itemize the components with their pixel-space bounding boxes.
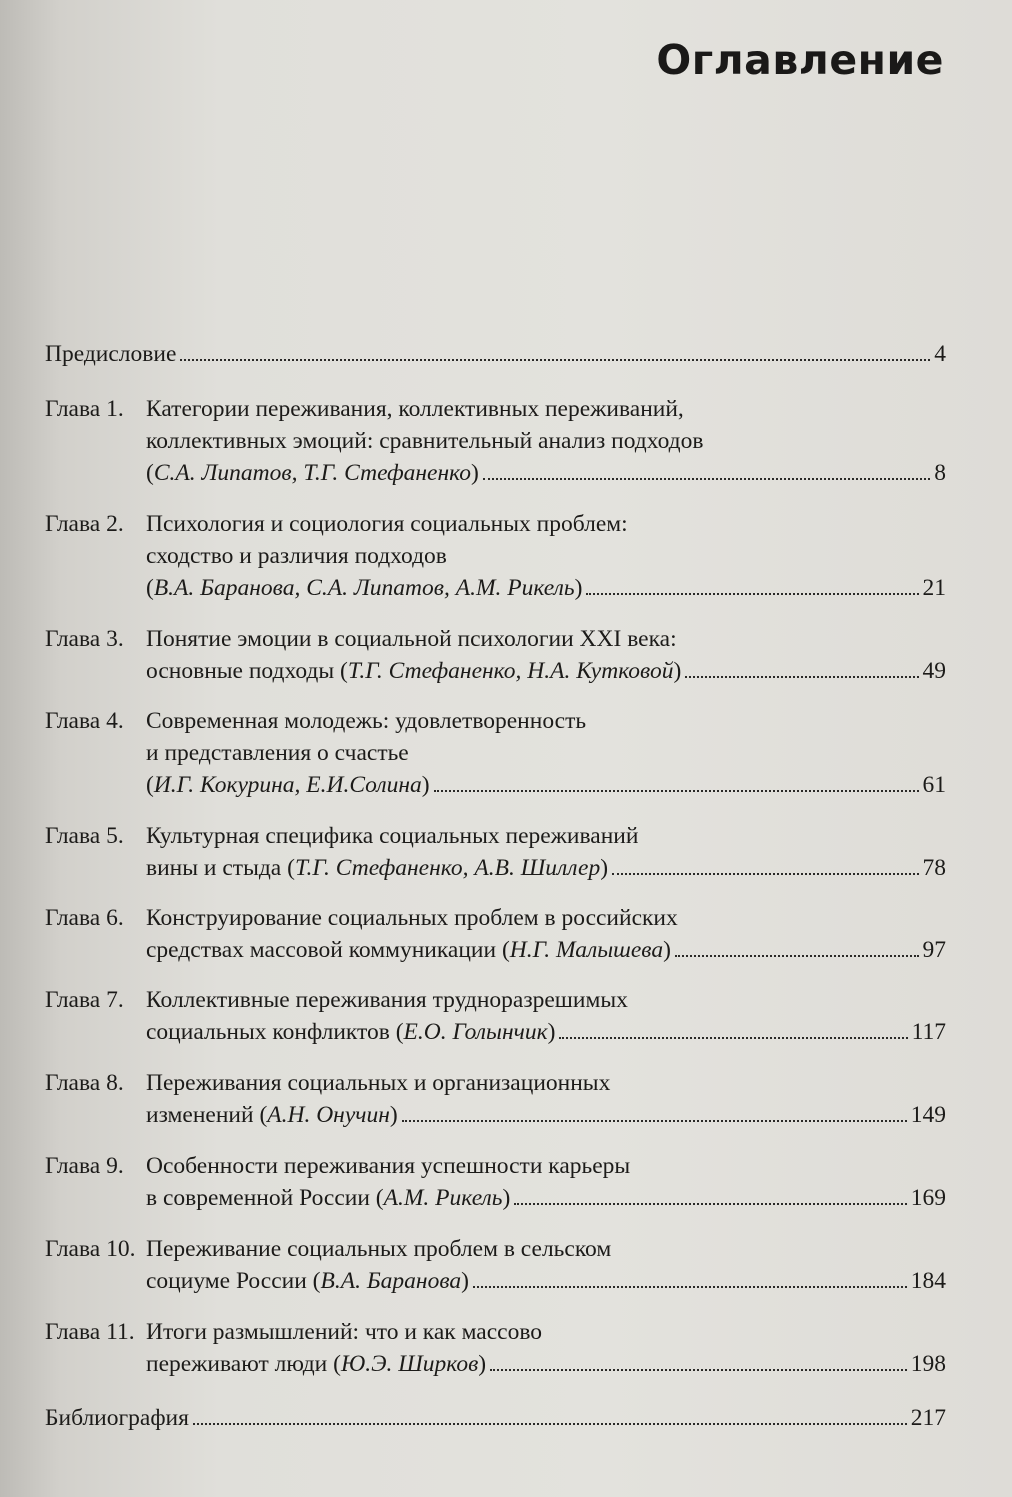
entry-text	[146, 1099, 398, 1131]
toc-line	[0, 540, 1012, 572]
author-names: С.А. Липатов, Т.Г. Стефаненко	[153, 460, 471, 486]
toc-line-last	[0, 338, 1012, 370]
page-number: 217	[910, 1405, 946, 1431]
toc-leader	[146, 1099, 946, 1131]
leader-dots	[473, 1286, 907, 1288]
leader-dots	[675, 955, 919, 957]
entry-plain-text: переживают люди (	[146, 1351, 341, 1377]
chapter-label: Глава 9.	[45, 1153, 124, 1179]
chapter-title: Переживание социальных проблем в сельском	[146, 1236, 612, 1262]
entry-text	[146, 1348, 486, 1380]
toc-line	[0, 1150, 1012, 1182]
toc-line	[0, 902, 1012, 934]
entry-text	[146, 769, 430, 801]
author-names: А.М. Рикель	[383, 1185, 503, 1211]
page-number: 78	[922, 855, 946, 881]
chapter-title: Переживания социальных и организационных	[146, 1070, 611, 1096]
toc-line-last	[0, 655, 1012, 687]
chapter-title: Культурная специфика социальных переживаний	[146, 823, 639, 849]
entry-plain-text: Предисловие	[45, 341, 177, 367]
toc-line	[0, 425, 1012, 457]
entry-plain-text: основные подходы (	[146, 658, 348, 684]
chapter-title: Особенности переживания успешности карьеры	[146, 1153, 631, 1179]
toc-line-last	[0, 934, 1012, 966]
closing-paren: )	[547, 1019, 556, 1045]
toc-line-last	[0, 1402, 1012, 1434]
page-number: 8	[934, 460, 946, 486]
toc-leader	[146, 769, 946, 801]
page-number: 149	[910, 1102, 946, 1128]
author-names: Н.Г. Малышева	[509, 937, 664, 963]
toc-line	[0, 393, 1012, 425]
toc-leader	[146, 1265, 946, 1297]
entry-plain-text: социальных конфликтов (	[146, 1019, 404, 1045]
chapter-label: Глава 10.	[45, 1236, 136, 1262]
closing-paren: )	[461, 1268, 469, 1294]
author-names: И.Г. Кокурина, Е.И.Солина	[153, 772, 422, 798]
toc-line	[0, 1067, 1012, 1099]
closing-paren: )	[600, 855, 609, 881]
entry-plain-text: социуме России (	[146, 1268, 321, 1294]
leader-dots	[514, 1203, 906, 1205]
entry-text	[146, 457, 479, 489]
entry-plain-text: средствах массовой коммуникации (	[146, 937, 510, 963]
entry-text	[146, 1016, 555, 1048]
entry-plain-text: (	[146, 460, 154, 486]
chapter-label: Глава 11.	[45, 1319, 135, 1345]
toc-line	[0, 1233, 1012, 1265]
chapter-title: Психология и социология социальных проблем:	[146, 511, 628, 537]
toc-leader	[146, 934, 946, 966]
toc-line	[0, 508, 1012, 540]
chapter-label: Глава 4.	[45, 708, 124, 734]
entry-text	[146, 655, 681, 687]
chapter-title: и представления о счастье	[146, 740, 409, 766]
entry-text	[45, 338, 176, 370]
author-names: А.Н. Онучин	[267, 1102, 390, 1128]
leader-dots	[434, 790, 919, 792]
page-number: 4	[934, 341, 946, 367]
toc-leader	[45, 1402, 946, 1434]
closing-paren: )	[574, 575, 583, 601]
toc-line-last	[0, 457, 1012, 489]
toc-leader	[146, 1348, 946, 1380]
closing-paren: )	[502, 1185, 511, 1211]
toc-leader	[45, 338, 946, 370]
toc-line	[0, 737, 1012, 769]
page-number: 169	[910, 1185, 946, 1211]
author-names: В.А. Баранова	[320, 1268, 462, 1294]
chapter-label: Глава 3.	[45, 626, 124, 652]
leader-dots	[193, 1423, 907, 1425]
closing-paren: )	[663, 937, 671, 963]
toc-leader	[146, 572, 946, 604]
leader-dots	[490, 1369, 907, 1371]
toc-leader	[146, 655, 946, 687]
page-number: 49	[922, 658, 946, 684]
toc-line	[0, 820, 1012, 852]
entry-plain-text: вины и стыда (	[146, 855, 295, 881]
page-number: 97	[922, 937, 946, 963]
leader-dots	[612, 873, 918, 875]
entry-text	[146, 1265, 469, 1297]
toc-leader	[146, 852, 946, 884]
leader-dots	[685, 676, 918, 678]
chapter-label: Глава 7.	[45, 987, 124, 1013]
closing-paren: )	[389, 1102, 398, 1128]
entry-plain-text: Библиография	[45, 1405, 189, 1431]
chapter-label: Глава 6.	[45, 905, 124, 931]
chapter-label: Глава 1.	[45, 396, 124, 422]
page-number: 117	[911, 1019, 946, 1045]
entry-plain-text: изменений (	[146, 1102, 268, 1128]
closing-paren: )	[478, 1351, 487, 1377]
chapter-title: Понятие эмоции в социальной психологии XXI века:	[146, 626, 677, 652]
chapter-title: сходство и различия подходов	[146, 543, 447, 569]
entry-text	[45, 1402, 189, 1434]
toc-line-last	[0, 1348, 1012, 1380]
toc-line	[0, 705, 1012, 737]
entry-text	[146, 1182, 510, 1214]
chapter-label: Глава 5.	[45, 823, 124, 849]
author-names: Т.Г. Стефаненко, А.В. Шиллер	[294, 855, 601, 881]
page-title: Оглавление	[656, 36, 944, 84]
chapter-label: Глава 2.	[45, 511, 124, 537]
toc-line-last	[0, 1099, 1012, 1131]
toc-leader	[146, 1016, 946, 1048]
closing-paren: )	[471, 460, 479, 486]
toc-line-last	[0, 852, 1012, 884]
entry-text	[146, 934, 671, 966]
entry-plain-text: (	[146, 575, 154, 601]
entry-text	[146, 852, 608, 884]
leader-dots	[559, 1037, 907, 1039]
chapter-title: Коллективные переживания трудноразрешимых	[146, 987, 628, 1013]
author-names: В.А. Баранова, С.А. Липатов, А.М. Рикель	[153, 575, 575, 601]
leader-dots	[586, 593, 918, 595]
page-number: 21	[922, 575, 946, 601]
chapter-title: Категории переживания, коллективных переживаний,	[146, 396, 684, 422]
page-number: 198	[910, 1351, 946, 1377]
page-number: 61	[922, 772, 946, 798]
toc-line-last	[0, 1016, 1012, 1048]
chapter-title: Итоги размышлений: что и как массово	[146, 1319, 543, 1345]
author-names: Т.Г. Стефаненко, Н.А. Кутковой	[347, 658, 674, 684]
toc-line-last	[0, 1182, 1012, 1214]
closing-paren: )	[421, 772, 430, 798]
leader-dots	[180, 359, 930, 361]
toc-line	[0, 984, 1012, 1016]
entry-text	[146, 572, 582, 604]
chapter-label: Глава 8.	[45, 1070, 124, 1096]
leader-dots	[483, 478, 930, 480]
chapter-title: Конструирование социальных проблем в российских	[146, 905, 678, 931]
entry-plain-text: в современной России (	[146, 1185, 384, 1211]
toc-line	[0, 1316, 1012, 1348]
author-names: Ю.Э. Ширков	[340, 1351, 479, 1377]
entry-plain-text: (	[146, 772, 154, 798]
page-number: 184	[910, 1268, 946, 1294]
leader-dots	[402, 1120, 907, 1122]
toc-line-last	[0, 769, 1012, 801]
closing-paren: )	[673, 658, 682, 684]
author-names: Е.О. Голынчик	[403, 1019, 548, 1045]
toc-leader	[146, 457, 946, 489]
toc-leader	[146, 1182, 946, 1214]
toc-line	[0, 623, 1012, 655]
toc-line-last	[0, 572, 1012, 604]
chapter-title: Современная молодежь: удовлетворенность	[146, 708, 587, 734]
chapter-title: коллективных эмоций: сравнительный анализ подходов	[146, 428, 704, 454]
toc-line-last	[0, 1265, 1012, 1297]
